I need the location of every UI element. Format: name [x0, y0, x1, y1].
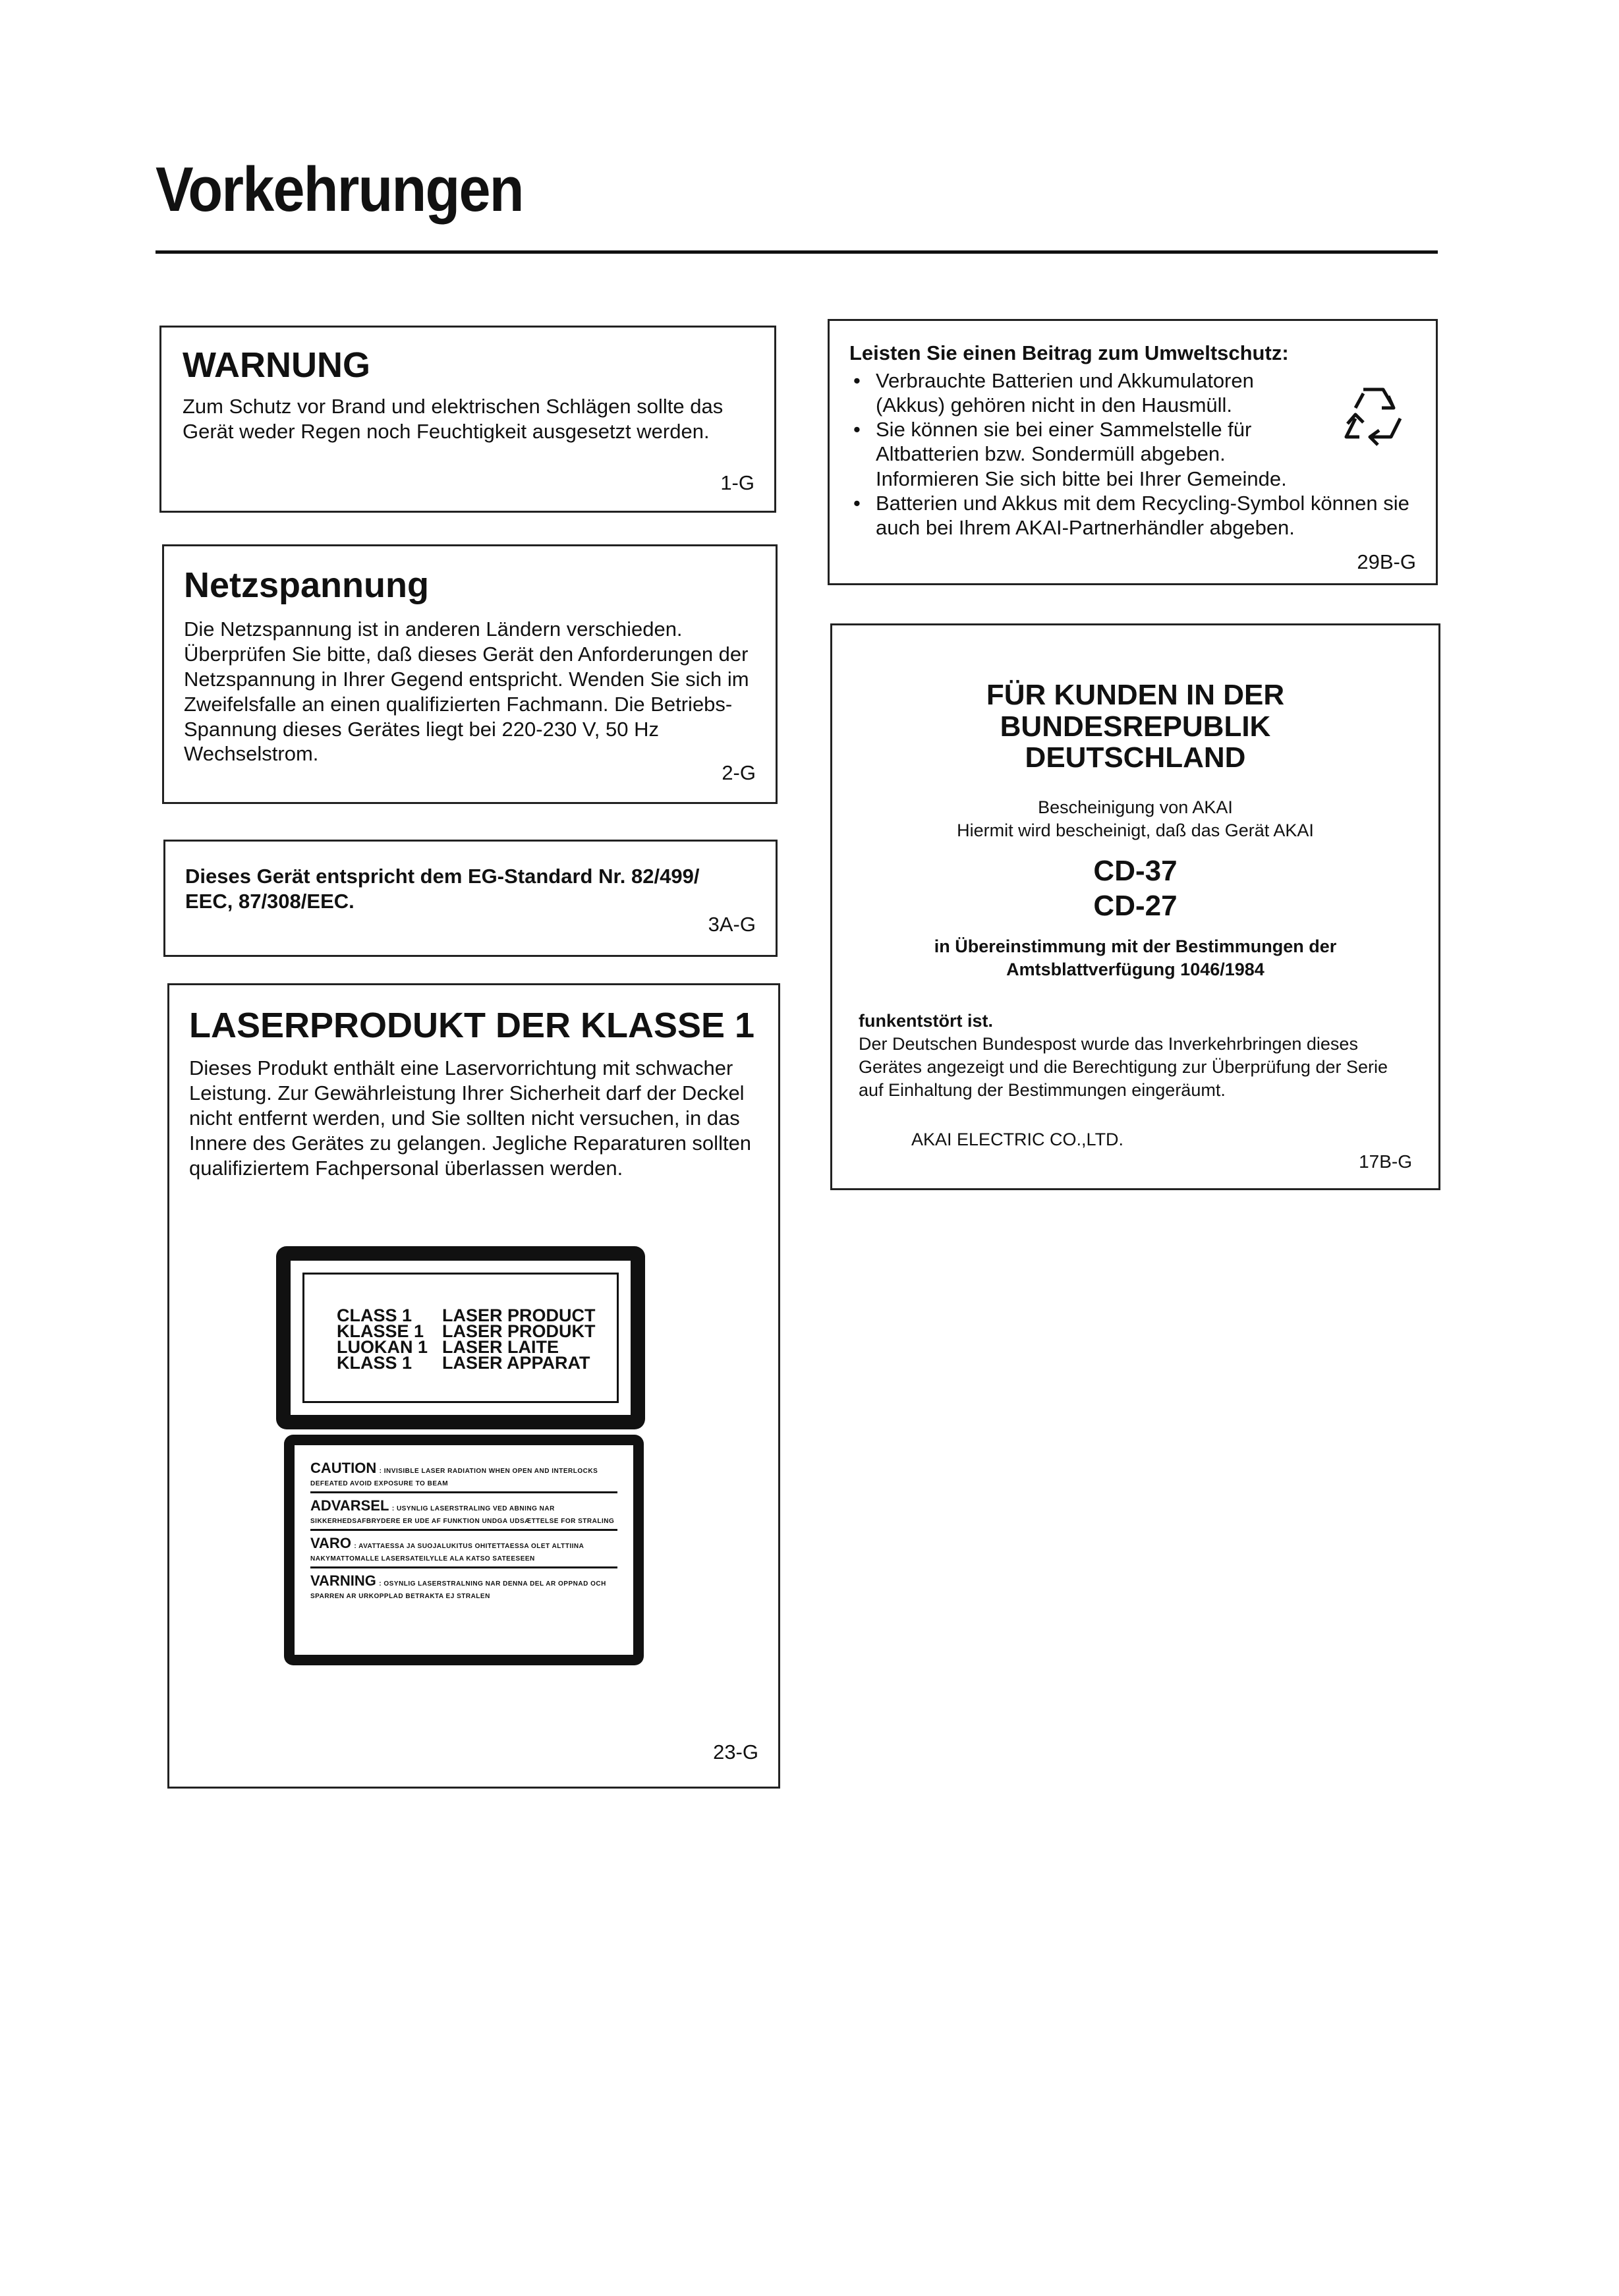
umweltschutz-list-2: [849, 491, 1416, 540]
warning-head: CAUTION: [310, 1460, 377, 1476]
kunden-section: [830, 623, 1440, 1190]
warning-row-varo: [310, 1535, 617, 1568]
umweltschutz-note: Informieren Sie sich bitte bei Ihrer Gemeinde.: [876, 467, 1287, 490]
kunden-bescheinigt: Hiermit wird bescheinigt, daß das Gerät AKAI: [957, 820, 1314, 840]
warnung-text: Zum Schutz vor Brand und elektrischen Schlägen sollte das Gerät weder Regen noch Feuchtigkeit ausgesetzt werden.: [183, 395, 724, 444]
warning-text: : OSYNLIG LASERSTRALNING NAR DENNA DEL AR OPPNAD OCH SPARREN AR URKOPPLAD BETRAKTA EJ STRALEN: [310, 1580, 606, 1600]
warning-row-caution: [310, 1460, 617, 1493]
label-row-1-class: CLASS 1: [337, 1306, 412, 1325]
label-row-2-class: KLASSE 1: [337, 1321, 424, 1341]
laser-class-label: [276, 1246, 645, 1429]
warnung-code: 1-G: [720, 471, 754, 494]
kunden-funkentstoert: funkentstört ist.: [859, 1010, 994, 1031]
list-item: • Sie können sie bei einer Sammelstelle für Altbatterien bzw. Sondermüll abgeben.: [849, 417, 1416, 466]
netzspannung-section: [162, 544, 778, 804]
kunden-bundespost: Der Deutschen Bundespost wurde das Inverkehrbringen dieses Gerätes angezeigt und die Berechtigung zur Überprüfung der Serie auf Einhaltung der Bestimmungen eingeräumt.: [859, 1033, 1388, 1100]
netzspannung-code: 2-G: [722, 761, 756, 784]
label-row-3-class: LUOKAN 1: [337, 1337, 428, 1357]
warning-row-varning: [310, 1572, 617, 1604]
warning-text: : USYNLIG LASERSTRALING VED ABNING NAR SIKKERHEDSAFBRYDERE ER UDE AF FUNKTION UNDGA UDSÆTTELSE FOR STRALING: [310, 1505, 615, 1525]
warning-row-advarsel: [310, 1497, 617, 1531]
warning-text: : INVISIBLE LASER RADIATION WHEN OPEN AND INTERLOCKS DEFEATED AVOID EXPOSURE TO BEAM: [310, 1468, 598, 1487]
laserprodukt-text: Dieses Produkt enthält eine Laservorrichtung mit schwacher Leistung. Zur Gewährleistung Ihrer Sicherheit darf der Deckel nicht entfernt werden, und Sie sollten nicht versuchen, in das Innere des Gerätes zu gelangen. Jegliche Reparaturen sollten qualifiziertem Fachpersonal überlassen werden.: [189, 1056, 752, 1180]
laserprodukt-heading: LASERPRODUKT DER KLASSE 1: [189, 1006, 755, 1045]
model-cd37: CD-37: [1093, 854, 1178, 887]
warning-head: ADVARSEL: [310, 1497, 389, 1514]
recycling-icon: [1337, 382, 1409, 447]
kunden-code: 17B-G: [1359, 1151, 1412, 1172]
page-title: Vorkehrungen: [156, 154, 523, 225]
kunden-bescheinigung: Bescheinigung von AKAI: [1038, 797, 1233, 817]
company-name: AKAI ELECTRIC CO.,LTD.: [911, 1129, 1124, 1149]
umweltschutz-heading: Leisten Sie einen Beitrag zum Umweltschutz:: [849, 341, 1289, 364]
umweltschutz-section: [828, 319, 1438, 585]
list-item: • Verbrauchte Batterien und Akkumulatoren (Akkus) gehören nicht in den Hausmüll.: [849, 368, 1416, 417]
kunden-uebereinstimmung: in Übereinstimmung mit der Bestimmungen der: [934, 936, 1337, 957]
model-cd27: CD-27: [1093, 889, 1178, 922]
warnung-heading: WARNUNG: [183, 345, 370, 385]
eg-standard-section: [163, 840, 778, 957]
laserprodukt-code: 23-G: [713, 1740, 758, 1764]
kunden-heading: FÜR KUNDEN IN DER BUNDESREPUBLIK DEUTSCHLAND: [986, 679, 1285, 774]
list-item: • Batterien und Akkus mit dem Recycling-Symbol können sie auch bei Ihrem AKAI-Partnerhändler abgeben.: [849, 491, 1416, 540]
label-row-4-class: KLASS 1: [337, 1353, 412, 1373]
title-divider: [156, 250, 1438, 254]
warnung-section: [159, 326, 776, 513]
warning-text: : AVATTAESSA JA SUOJALUKITUS OHITETTAESSA OLET ALTTIINA NAKYMATTOMALLE LASERSATEILYLLE ALA KATSO SATEESEEN: [310, 1543, 584, 1563]
umweltschutz-code: 29B-G: [1357, 550, 1416, 573]
netzspannung-text: Die Netzspannung ist in anderen Ländern verschieden. Überprüfen Sie bitte, daß dieses Gerät den Anforderungen der Netzspannung in Ihrer Gegend entspricht. Wenden Sie sich im Zweifelsfalle an einen qualifizierten Fachmann. Die Betriebs-Spannung dieses Gerätes liegt bei 220-230 V, 50 Hz Wechselstrom.: [184, 617, 749, 766]
label-row-2-text: LASER PRODUKT: [442, 1321, 596, 1341]
eg-standard-text: Dieses Gerät entspricht dem EG-Standard Nr. 82/499/ EEC, 87/308/EEC.: [185, 865, 700, 913]
eg-standard-code: 3A-G: [708, 913, 756, 936]
netzspannung-heading: Netzspannung: [184, 565, 429, 605]
laserprodukt-section: [167, 983, 780, 1789]
label-row-1-text: LASER PRODUCT: [442, 1306, 596, 1325]
laser-warning-label: [284, 1435, 644, 1665]
warning-head: VARO: [310, 1535, 351, 1551]
umweltschutz-list: [849, 368, 1416, 467]
label-row-4-text: LASER APPARAT: [442, 1353, 590, 1373]
label-row-3-text: LASER LAITE: [442, 1337, 559, 1357]
kunden-amtsblatt: Amtsblattverfügung 1046/1984: [1006, 960, 1264, 980]
warning-head: VARNING: [310, 1572, 376, 1589]
